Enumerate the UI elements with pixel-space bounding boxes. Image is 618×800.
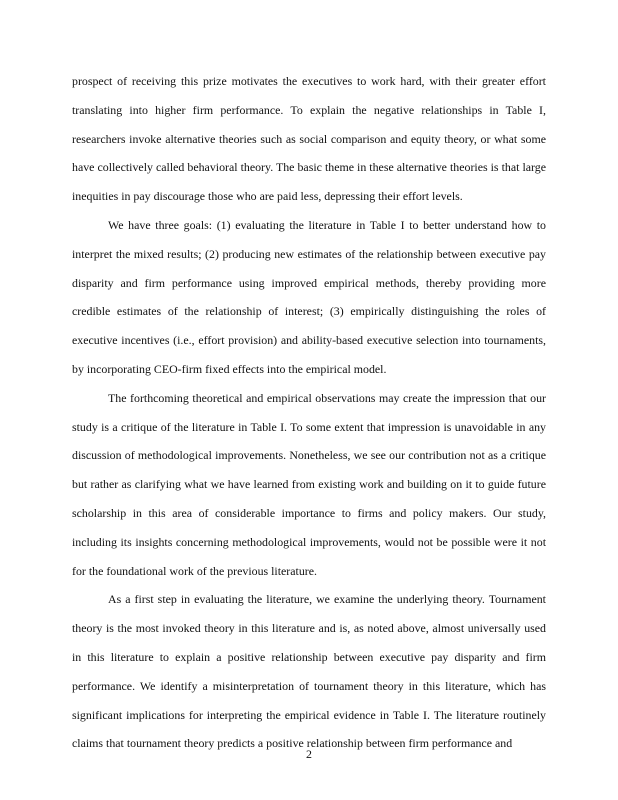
page-number: 2 <box>306 747 312 761</box>
paragraph-tournament-prize: prospect of receiving this prize motivates the executives to work hard, with their greater effort translating into higher firm performance. To explain the negative relationships in Table I, researchers invoke alternative theories such as social comparison and equity theory, or what some have collectively called behavioral theory. The basic theme in these alternative theories is that large inequities in pay discourage those who are paid less, depressing their effort levels. <box>72 74 546 204</box>
paragraph-tournament-theory: As a first step in evaluating the literature, we examine the underlying theory. Tournament theory is the most invoked theory in this literature and is, as noted above, almost universally used in this literature to explain a positive relationship between executive pay disparity and firm performance. We identify a misinterpretation of tournament theory in this literature, which has significant implications for interpreting the empirical evidence in Table I. The literature routinely claims that tournament theory predicts a positive relationship between firm performance and <box>72 592 546 751</box>
paragraph-critique-impression: The forthcoming theoretical and empirical observations may create the impression that our study is a critique of the literature in Table I. To some extent that impression is unavoidable in any discussion of methodological improvements. Nonetheless, we see our contribution not as a critique but rather as clarifying what we have learned from existing work and building on it to guide future scholarship in this area of considerable importance to firms and policy makers. Our study, including its insights concerning methodological improvements, would not be possible were it not for the foundational work of the previous literature. <box>72 390 546 578</box>
body-text <box>72 67 546 758</box>
paragraph-three-goals: We have three goals: (1) evaluating the literature in Table I to better understand how to interpret the mixed results; (2) producing new estimates of the relationship between executive pay disparity and firm performance using improved empirical methods, thereby providing more credible estimates of the relationship of interest; (3) empirically distinguishing the roles of executive incentives (i.e., effort provision) and ability-based executive selection into tournaments, by incorporating CEO-firm fixed effects into the empirical model. <box>72 217 546 376</box>
